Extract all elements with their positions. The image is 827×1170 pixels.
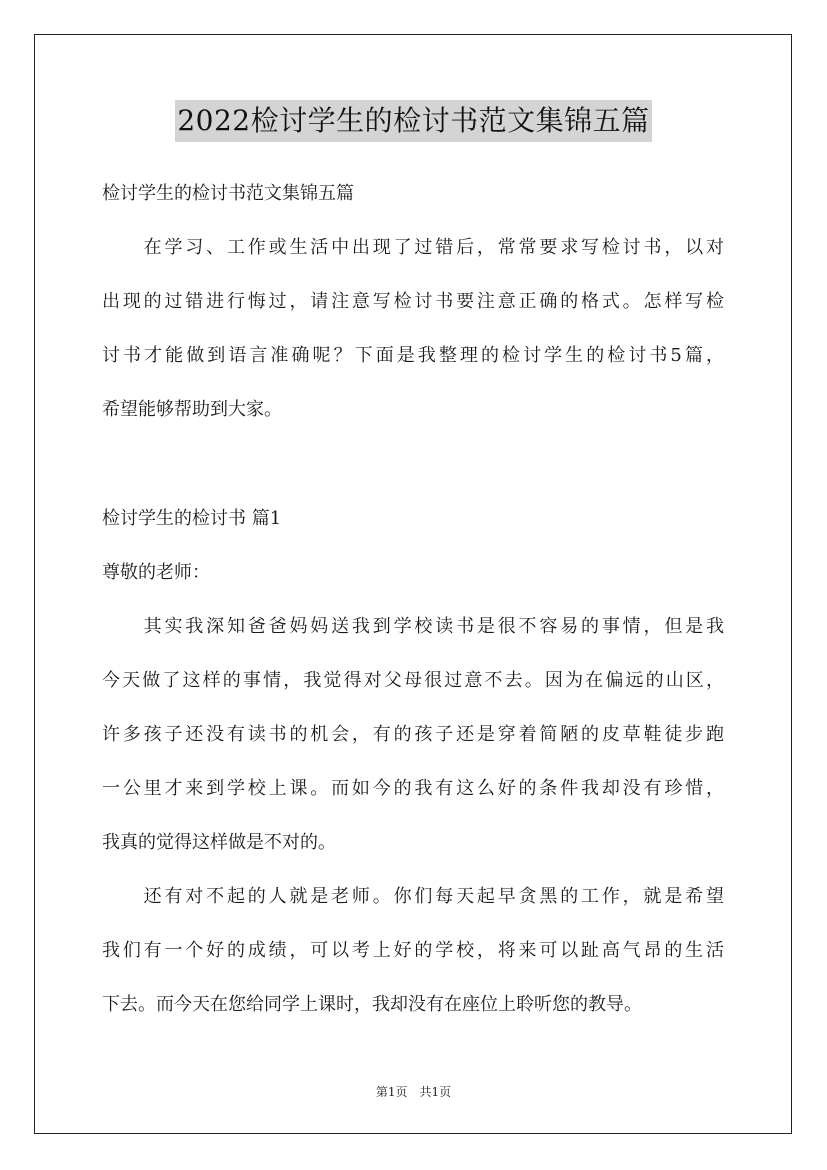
- intro-line: 讨书才能做到语言准确呢？下面是我整理的检讨学生的检讨书5篇，: [102, 345, 724, 366]
- intro-line: 出现的过错进行悔过，请注意写检讨书要注意正确的格式。怎样写检: [102, 291, 724, 312]
- intro-line: 在学习、工作或生活中出现了过错后，常常要求写检讨书，以对: [102, 237, 724, 258]
- paragraph-line: 一公里才来到学校上课。而如今的我有这么好的条件我却没有珍惜，: [102, 778, 724, 799]
- document-subtitle: 检讨学生的检讨书范文集锦五篇: [102, 183, 354, 204]
- document-title: 2022检讨学生的检讨书范文集锦五篇: [175, 100, 651, 142]
- paragraph-line: 我真的觉得这样做是不对的。: [102, 832, 336, 853]
- salutation: 尊敬的老师：: [102, 562, 210, 583]
- paragraph-line: 其实我深知爸爸妈妈送我到学校读书是很不容易的事情，但是我: [102, 616, 724, 637]
- paragraph-line: 下去。而今天在您给同学上课时，我却没有在座位上聆听您的教导。: [102, 994, 642, 1015]
- paragraph-line: 今天做了这样的事情，我觉得对父母很过意不去。因为在偏远的山区，: [102, 670, 724, 691]
- intro-line: 希望能够帮助到大家。: [102, 399, 282, 420]
- paragraph-line: 还有对不起的人就是老师。你们每天起早贪黑的工作，就是希望: [102, 886, 724, 907]
- section-heading: 检讨学生的检讨书 篇1: [102, 508, 282, 529]
- page-number: 第1页 共1页: [375, 1085, 452, 1099]
- title-container: [0, 100, 827, 142]
- paragraph-line: 许多孩子还没有读书的机会，有的孩子还是穿着简陋的皮草鞋徒步跑: [102, 724, 724, 745]
- paragraph-line: 我们有一个好的成绩，可以考上好的学校，将来可以趾高气昂的生活: [102, 940, 724, 961]
